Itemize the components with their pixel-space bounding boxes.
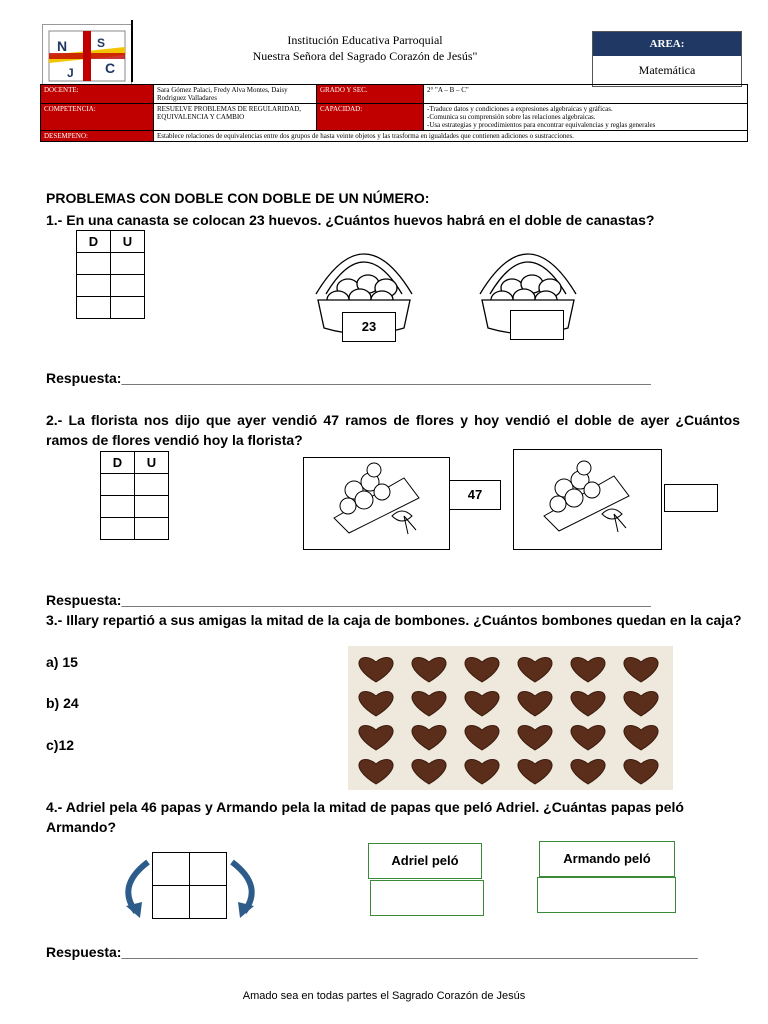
desempeno-label: DESEMPENO: bbox=[41, 131, 154, 142]
capacidad-item: -Traduce datos y condiciones a expresiones algebraicas y gráficas. bbox=[427, 105, 613, 113]
desempeno-value: Establece relaciones de equivalencias entre dos grupos de hasta veinte objetos y las trasforma en igualdades que contienen adiciones o sustracciones. bbox=[154, 131, 748, 142]
du-header-u: U bbox=[135, 452, 169, 474]
du-cell[interactable] bbox=[135, 518, 169, 540]
header-divider bbox=[131, 20, 133, 82]
chocolate-heart bbox=[359, 692, 393, 716]
chocolate-heart bbox=[624, 760, 658, 784]
basket-1-value: 23 bbox=[342, 312, 396, 342]
chocolate-heart bbox=[571, 726, 605, 750]
option-b[interactable]: b) 24 bbox=[46, 695, 79, 711]
chocolate-heart bbox=[571, 760, 605, 784]
chocolate-heart bbox=[624, 726, 658, 750]
du-cell[interactable] bbox=[77, 253, 111, 275]
bouquet-icon bbox=[514, 450, 661, 549]
du-cell[interactable] bbox=[77, 275, 111, 297]
chocolate-heart bbox=[412, 692, 446, 716]
du-cell[interactable] bbox=[101, 474, 135, 496]
chocolate-heart bbox=[359, 760, 393, 784]
grado-value: 2° "A – B – C" bbox=[424, 85, 748, 104]
du-cell[interactable] bbox=[111, 297, 145, 319]
chocolate-heart bbox=[518, 692, 552, 716]
info-table bbox=[40, 84, 748, 142]
svg-text:J: J bbox=[67, 66, 74, 80]
chocolate-heart bbox=[412, 658, 446, 682]
option-c[interactable]: c)12 bbox=[46, 737, 75, 753]
du-cell[interactable] bbox=[111, 253, 145, 275]
chocolate-heart bbox=[465, 692, 499, 716]
du-cell[interactable] bbox=[77, 297, 111, 319]
docente-value: Sara Gómez Palaci, Fredy Alva Montes, Daisy Rodriguez Valladares bbox=[154, 85, 317, 104]
du-header-d: D bbox=[101, 452, 135, 474]
grid-2x2-q4[interactable] bbox=[152, 852, 227, 919]
du-cell[interactable] bbox=[135, 496, 169, 518]
option-a[interactable]: a) 15 bbox=[46, 654, 78, 670]
section-title: PROBLEMAS CON DOBLE CON DOBLE DE UN NÚMERO: bbox=[46, 190, 430, 206]
chocolate-heart bbox=[465, 726, 499, 750]
adriel-answer-box[interactable] bbox=[370, 880, 484, 916]
du-cell[interactable] bbox=[101, 496, 135, 518]
du-cell[interactable] bbox=[135, 474, 169, 496]
du-cell[interactable] bbox=[101, 518, 135, 540]
competencia-value: RESUELVE PROBLEMAS DE REGULARIDAD, EQUIVALENCIA Y CAMBIO bbox=[154, 104, 317, 131]
chocolate-heart bbox=[624, 692, 658, 716]
question-3: 3.- Illary repartió a sus amigas la mitad de la caja de bombones. ¿Cuántos bombones quedan en la caja? bbox=[46, 612, 742, 628]
chocolate-heart bbox=[518, 760, 552, 784]
chocolate-box-photo bbox=[348, 646, 673, 790]
school-line-2: Nuestra Señora del Sagrado Corazón de Jesús" bbox=[252, 49, 478, 63]
area-value: Matemática bbox=[638, 63, 696, 77]
du-header-u: U bbox=[111, 231, 145, 253]
du-table-q2[interactable] bbox=[100, 451, 169, 540]
capacidad-item: -Usa estrategias y procedimientos para encontrar equivalencias y reglas generales bbox=[427, 121, 656, 129]
question-4: 4.- Adriel pela 46 papas y Armando pela la mitad de papas que peló Adriel. ¿Cuántas papas peló Armando? bbox=[46, 799, 684, 835]
chocolate-heart bbox=[571, 658, 605, 682]
adriel-label-box: Adriel peló bbox=[368, 843, 482, 879]
du-cell[interactable] bbox=[111, 275, 145, 297]
grid-cell[interactable] bbox=[153, 886, 190, 919]
grid-cell[interactable] bbox=[190, 853, 227, 886]
bouquet-frame-1 bbox=[303, 457, 450, 550]
area-box bbox=[592, 31, 742, 87]
du-header-d: D bbox=[77, 231, 111, 253]
answer-line-q4[interactable]: Respuesta:__________________________________________________________________________ bbox=[46, 944, 698, 960]
armando-label-box: Armando peló bbox=[539, 841, 675, 877]
chocolate-heart bbox=[571, 692, 605, 716]
armando-answer-box[interactable] bbox=[537, 877, 676, 913]
chocolate-heart bbox=[359, 658, 393, 682]
chocolate-heart bbox=[465, 658, 499, 682]
basket-2-answer-box[interactable] bbox=[510, 310, 564, 340]
chocolate-heart bbox=[465, 760, 499, 784]
competencia-label: COMPETENCIA: bbox=[41, 104, 154, 131]
school-line-1: Institución Educativa Parroquial bbox=[287, 33, 443, 47]
bouquet-icon bbox=[304, 458, 449, 549]
grid-cell[interactable] bbox=[190, 886, 227, 919]
svg-text:N: N bbox=[57, 38, 68, 54]
docente-label: DOCENTE: bbox=[41, 85, 154, 104]
chocolate-heart bbox=[518, 726, 552, 750]
question-1: 1.- En una canasta se colocan 23 huevos. ¿Cuántos huevos habrá en el doble de canastas? bbox=[46, 212, 655, 228]
bouquet-frame-2 bbox=[513, 449, 662, 550]
chocolate-heart bbox=[412, 726, 446, 750]
bouquet-1-value: 47 bbox=[449, 480, 501, 510]
grado-label: GRADO Y SEC. bbox=[317, 85, 424, 104]
du-table-q1[interactable] bbox=[76, 230, 145, 319]
answer-line-q2[interactable]: Respuesta:____________________________________________________________________ bbox=[46, 592, 651, 608]
school-name bbox=[140, 32, 590, 64]
question-2: 2.- La florista nos dijo que ayer vendió 47 ramos de flores y hoy vendió el doble de ayer ¿Cuántos ramos de flores vendió hoy la florista? bbox=[46, 412, 740, 448]
bouquet-2-answer-box[interactable] bbox=[664, 484, 718, 512]
capacidad-label: CAPACIDAD: bbox=[317, 104, 424, 131]
svg-text:C: C bbox=[105, 60, 116, 76]
school-logo bbox=[42, 24, 132, 88]
svg-text:S: S bbox=[97, 36, 106, 50]
capacidad-item: -Comunica su comprensión sobre las relaciones algebraicas. bbox=[427, 113, 596, 121]
chocolate-heart bbox=[624, 658, 658, 682]
capacidad-value bbox=[424, 104, 748, 131]
chocolate-heart bbox=[359, 726, 393, 750]
answer-line-q1[interactable]: Respuesta:____________________________________________________________________ bbox=[46, 370, 651, 386]
chocolate-hearts bbox=[348, 646, 673, 790]
grid-cell[interactable] bbox=[153, 853, 190, 886]
area-label: AREA: bbox=[593, 32, 741, 56]
chocolate-heart bbox=[518, 658, 552, 682]
footer-motto: Amado sea en todas partes el Sagrado Corazón de Jesús bbox=[242, 990, 526, 1002]
chocolate-heart bbox=[412, 760, 446, 784]
